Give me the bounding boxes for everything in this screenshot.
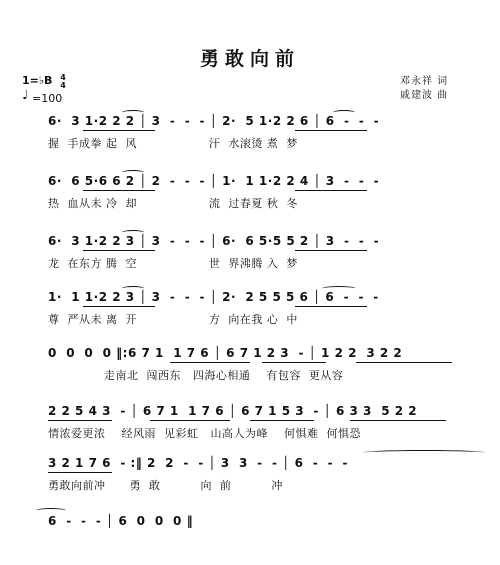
- lyric-line: 热 血从未 冷 却 流 过春夏 秋 冬: [48, 197, 298, 210]
- beam-line: [295, 306, 367, 307]
- tie-arc: [122, 110, 144, 115]
- tie-arc: [122, 230, 144, 235]
- beam-line: [295, 190, 367, 191]
- beam-line: [48, 420, 112, 421]
- lyric-line: 走南北 闯西东 四海心相通 有包容 更从容: [48, 369, 344, 382]
- tempo-marking: =100: [32, 92, 63, 105]
- tie-arc: [322, 286, 356, 291]
- notation-line: 6· 3 1·2 2 2 │ 3 - - - │ 2· 5 1·2 2 6 │ 6 - - -: [48, 114, 380, 128]
- beam-line: [295, 250, 367, 251]
- beam-line: [262, 362, 326, 363]
- beam-line: [350, 420, 446, 421]
- score-row-1: [0, 114, 500, 164]
- score-row-2: [0, 174, 500, 224]
- lyric-line: 尊 严从未 离 开 方 向在我 心 中: [48, 313, 298, 326]
- notation-line: 6· 3 1·2 2 3 │ 3 - - - │ 6· 6 5·5 5 2 │ 3 - - -: [48, 234, 380, 248]
- time-bottom: 4: [60, 81, 66, 90]
- beam-line: [150, 420, 230, 421]
- time-signature: [60, 74, 66, 90]
- lyric-line: 握 手成拳 起 风 汗 水滚烫 煮 梦: [48, 137, 298, 150]
- tie-arc: [364, 450, 484, 455]
- quarter-note-icon: ♩: [22, 88, 29, 103]
- beam-line: [83, 250, 155, 251]
- notation-line: 2 2 5 4 3 - │ 6 7 1 1 7 6 │ 6 7 1 5 3 - │ 6 3 3 5 2 2: [48, 404, 418, 418]
- key-label: 1=♭B: [22, 74, 53, 87]
- lyric-line: 勇敢向前冲 勇 敢 向 前 冲: [48, 479, 283, 492]
- beam-line: [48, 472, 112, 473]
- score-row-6: [0, 404, 500, 454]
- key-signature: [22, 74, 66, 90]
- composer-credit: 戚建波 曲: [400, 90, 449, 101]
- tie-arc: [122, 170, 144, 175]
- score-row-4: [0, 290, 500, 340]
- notation-line: 6 - - - │ 6 0 0 0 ‖: [48, 514, 194, 528]
- tie-arc: [333, 110, 355, 115]
- lyric-line: 龙 在东方 腾 空 世 界沸腾 入 梦: [48, 257, 298, 270]
- score-row-3: [0, 234, 500, 284]
- song-title: 勇敢向前: [199, 48, 300, 70]
- lyric-line: 情浓爱更浓 经风雨 见彩虹 山高人为峰 何惧难 何惧恐: [48, 427, 361, 440]
- beam-line: [83, 190, 155, 191]
- notation-line: 6· 6 5·6 6 2 │ 2 - - - │ 1· 1 1·2 2 4 │ 3 - - -: [48, 174, 380, 188]
- tie-arc: [122, 286, 144, 291]
- notation-line: 3 2 1 7 6 - :‖ 2 2 - - │ 3 3 - - │ 6 - - -: [48, 456, 348, 470]
- beam-line: [83, 130, 155, 131]
- lyricist-credit: 邓永祥 词: [400, 76, 449, 87]
- score-row-7: [0, 456, 500, 506]
- beam-line: [83, 306, 155, 307]
- score-row-5: [0, 346, 500, 396]
- beam-line: [250, 420, 314, 421]
- tie-arc: [36, 508, 66, 513]
- beam-line: [295, 130, 367, 131]
- time-top: 4: [60, 73, 66, 82]
- score-row-8: [0, 514, 500, 564]
- notation-line: 1· 1 1·2 2 3 │ 3 - - - │ 2· 2 5 5 5 6 │ 6 - - -: [48, 290, 379, 304]
- notation-line: 0 0 0 0 ‖:6 7 1 1 7 6 │ 6 7 1 2 3 - │ 1 2 2 3 2 2: [48, 346, 403, 360]
- beam-line: [170, 362, 250, 363]
- beam-line: [356, 362, 452, 363]
